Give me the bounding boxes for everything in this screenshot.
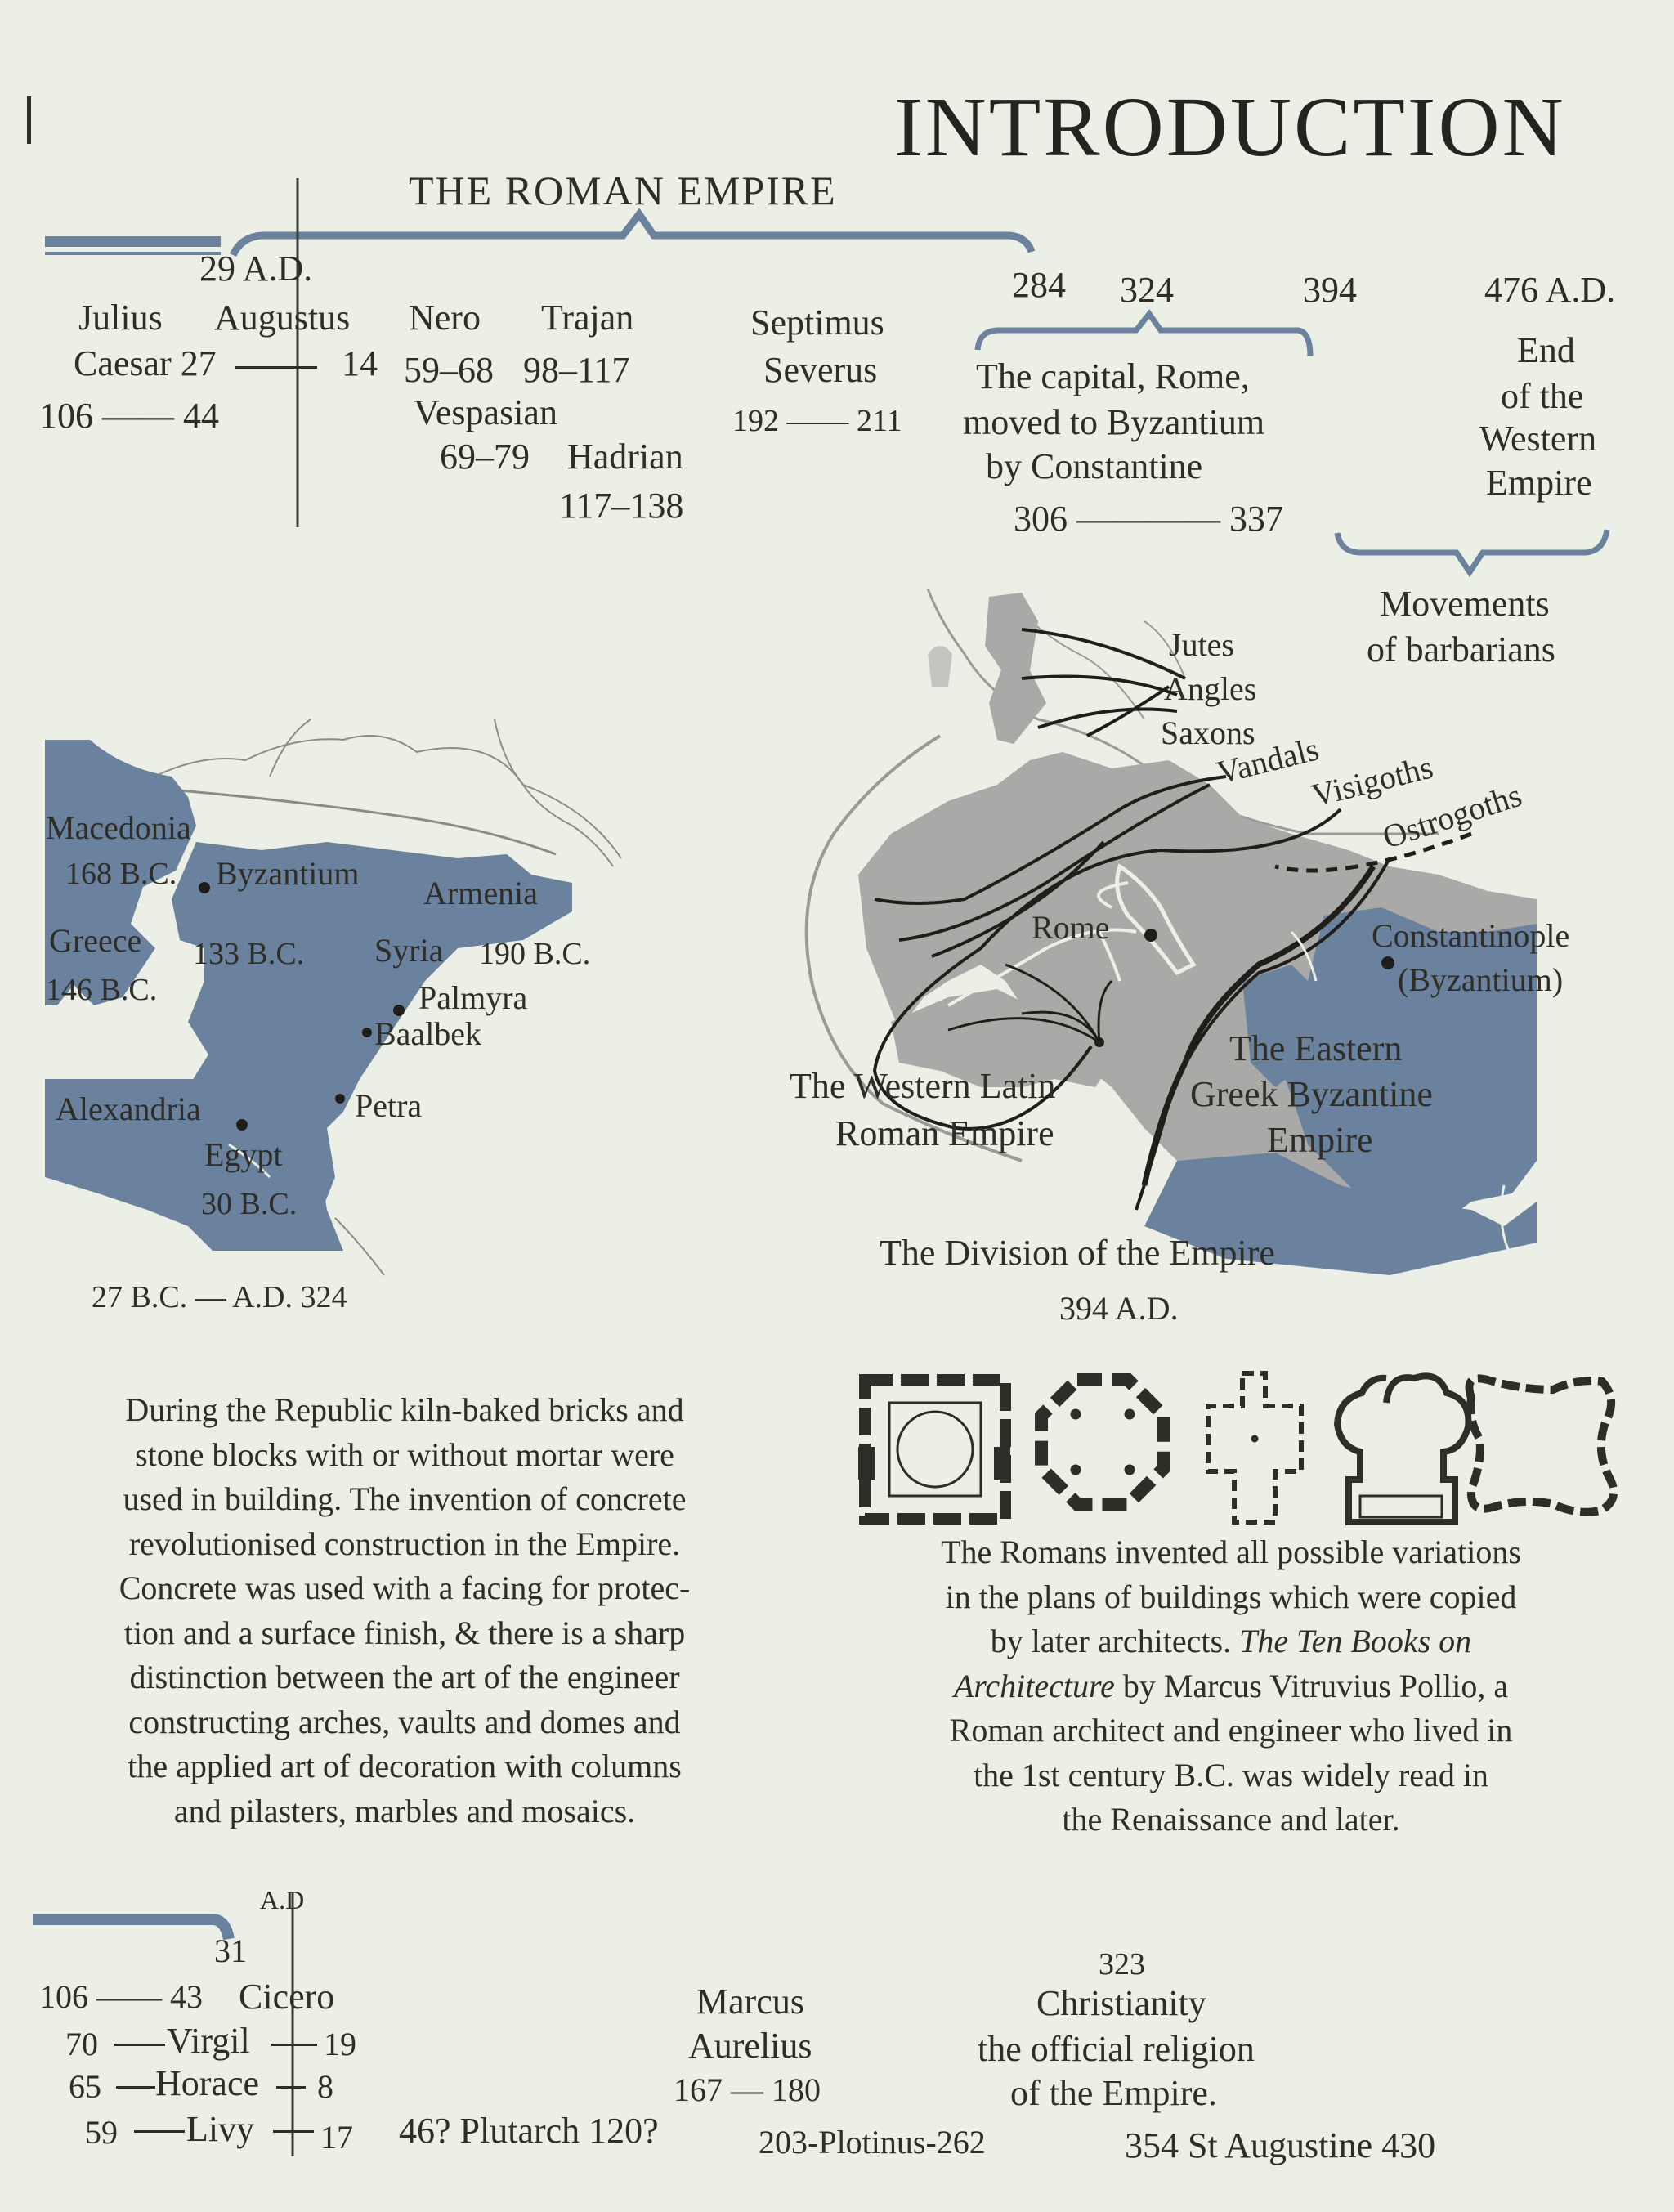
livy-end: 17 xyxy=(320,2119,353,2156)
ad-label-bottom: A.D xyxy=(260,1885,305,1914)
republic-bar xyxy=(45,236,221,247)
vespasian-label: Vespasian xyxy=(414,392,557,432)
para-right-text: by later architects. xyxy=(990,1623,1232,1659)
barbarian-bracket xyxy=(1337,530,1607,572)
horace-line-a xyxy=(116,2086,155,2089)
para-left-line: During the Republic kiln-baked bricks and xyxy=(125,1391,684,1428)
roman-empire-heading: THE ROMAN EMPIRE xyxy=(409,168,837,213)
east-empire-line-3: Empire xyxy=(1267,1120,1373,1160)
para-right-line: The Romans invented all possible variations xyxy=(941,1534,1521,1570)
end-line-2: of the xyxy=(1501,376,1584,416)
west-empire-line-2: Roman Empire xyxy=(835,1113,1054,1153)
caesar-label: Caesar 27 xyxy=(74,343,217,383)
capital-line-1: The capital, Rome, xyxy=(976,356,1250,396)
horace-end: 8 xyxy=(317,2068,333,2105)
severus-label: Severus xyxy=(763,350,878,390)
label-saxons: Saxons xyxy=(1161,714,1256,751)
para-left-line: tion and a surface finish, & there is a sharp xyxy=(123,1614,686,1651)
constantine-dates: 306 ———— 337 xyxy=(1014,499,1283,539)
virgil-start: 70 xyxy=(65,2026,98,2062)
label-asia-date: 133 B.C. xyxy=(193,937,305,971)
christianity-line-2: the official religion xyxy=(978,2029,1255,2069)
augustus-label: Augustus xyxy=(214,298,351,338)
plotinus-label: 203-Plotinus-262 xyxy=(759,2124,986,2161)
aurelius-label: Aurelius xyxy=(688,2026,812,2066)
construction-paragraph xyxy=(25,1388,785,1834)
label-baalbek: Baalbek xyxy=(374,1015,482,1052)
label-vandals: Vandals xyxy=(1213,730,1323,791)
para-right-line: the Renaissance and later. xyxy=(1062,1801,1400,1838)
para-left-line: constructing arches, vaults and domes and xyxy=(128,1703,681,1740)
label-syria-date: 190 B.C. xyxy=(479,937,591,971)
virgil-line-a xyxy=(114,2044,165,2046)
livy-start: 59 xyxy=(85,2114,118,2151)
capital-line-2: moved to Byzantium xyxy=(963,402,1265,442)
vespasian-dates: 69–79 xyxy=(440,437,530,477)
plan-cross xyxy=(1208,1373,1301,1522)
label-petra: Petra xyxy=(355,1087,423,1124)
christianity-line-3: of the Empire. xyxy=(1010,2073,1217,2113)
label-egypt-date: 30 B.C. xyxy=(201,1187,298,1221)
aurelius-dates: 167 — 180 xyxy=(674,2071,821,2108)
book-title: Architecture xyxy=(953,1667,1115,1704)
christianity-line-1: Christianity xyxy=(1036,1983,1206,2023)
nero-label: Nero xyxy=(409,298,481,338)
para-left-line: and pilasters, marbles and mosaics. xyxy=(173,1792,636,1829)
year-284: 284 xyxy=(1012,265,1066,305)
cicero-dates: 106 —— 43 xyxy=(39,1978,203,2015)
para-left-line: the applied art of decoration with columns xyxy=(128,1748,682,1784)
margin-mark xyxy=(27,96,31,144)
end-line-1: End xyxy=(1517,330,1575,370)
plan-octagon xyxy=(1041,1380,1164,1504)
para-right-line: Roman architect and engineer who lived in xyxy=(949,1712,1513,1749)
para-left-line: distinction between the art of the engineer xyxy=(129,1659,680,1695)
para-right-line xyxy=(847,1619,1615,1664)
para-right-line: in the plans of buildings which were copied xyxy=(945,1578,1517,1615)
plan-quatrefoil xyxy=(1470,1378,1614,1511)
trajan-dates: 98–117 xyxy=(523,350,630,390)
book-title: The Ten Books on xyxy=(1239,1623,1472,1659)
label-greece-date: 146 B.C. xyxy=(46,973,158,1007)
nero-dates: 59–68 xyxy=(404,350,494,390)
vitruvius-paragraph xyxy=(847,1530,1615,1843)
end-line-4: Empire xyxy=(1486,463,1592,503)
hadrian-label: Hadrian xyxy=(567,437,683,477)
virgil-end: 19 xyxy=(324,2026,356,2062)
livy-line-a xyxy=(134,2130,185,2133)
label-visigoths: Visigoths xyxy=(1308,748,1437,814)
movements-line-1: Movements xyxy=(1380,584,1550,624)
virgil-line-b xyxy=(271,2044,317,2046)
severus-dates: 192 —— 211 xyxy=(732,404,902,438)
augustus-span-line xyxy=(235,366,317,369)
para-right-line: the 1st century B.C. was widely read in xyxy=(974,1756,1488,1793)
para-left-line: stone blocks with or without mortar were xyxy=(135,1435,674,1473)
trajan-label: Trajan xyxy=(541,298,634,338)
label-egypt: Egypt xyxy=(204,1136,283,1173)
para-right-text: by Marcus Vitruvius Pollio, a xyxy=(1122,1667,1509,1704)
label-byzantium-paren: (Byzantium) xyxy=(1398,961,1564,998)
horace-line-b xyxy=(276,2086,306,2089)
empire-bracket xyxy=(233,214,1032,255)
division-map-date: 394 A.D. xyxy=(1059,1290,1179,1327)
label-constantinople: Constantinople xyxy=(1372,917,1570,954)
para-left-line: used in building. The invention of concrete xyxy=(123,1480,687,1517)
ad-29-label: 29 A.D. xyxy=(199,249,313,289)
para-left-line: Concrete was used with a facing for protec- xyxy=(119,1569,691,1606)
cicero-label: Cicero xyxy=(239,1977,335,2017)
year-323: 323 xyxy=(1099,1947,1145,1981)
label-byzantium: Byzantium xyxy=(216,855,360,892)
virgil-label: Virgil xyxy=(167,2021,250,2061)
year-394: 394 xyxy=(1303,270,1357,310)
para-right-line xyxy=(847,1664,1615,1709)
republic-bar-bottom xyxy=(33,1919,229,1939)
east-empire-line-1: The Eastern xyxy=(1229,1028,1403,1068)
septimus-label: Septimus xyxy=(750,302,884,343)
augustine-label: 354 St Augustine 430 xyxy=(1125,2125,1436,2165)
para-left-line: revolutionised construction in the Empire. xyxy=(128,1525,681,1562)
constantine-bracket xyxy=(978,314,1310,356)
movements-line-2: of barbarians xyxy=(1367,629,1555,669)
label-angles: Angles xyxy=(1164,670,1257,707)
label-ostrogoths: Ostrogoths xyxy=(1378,776,1526,856)
year-476: 476 A.D. xyxy=(1484,270,1616,310)
label-rome: Rome xyxy=(1032,909,1110,946)
label-macedonia: Macedonia xyxy=(46,809,191,846)
capital-line-3: by Constantine xyxy=(986,446,1203,486)
livy-line-b xyxy=(273,2130,314,2133)
augustus-end: 14 xyxy=(342,343,378,383)
horace-label: Horace xyxy=(155,2063,260,2103)
west-empire-line-1: The Western Latin xyxy=(790,1066,1056,1106)
label-armenia: Armenia xyxy=(423,875,538,911)
plan-square-rotunda xyxy=(858,1380,1010,1519)
label-palmyra: Palmyra xyxy=(418,979,528,1016)
page-title: INTRODUCTION xyxy=(894,80,1566,174)
year-324: 324 xyxy=(1120,270,1174,310)
horace-start: 65 xyxy=(69,2068,101,2105)
label-syria: Syria xyxy=(374,932,444,969)
end-line-3: Western xyxy=(1479,419,1597,459)
label-alexandria: Alexandria xyxy=(56,1090,201,1127)
livy-label: Livy xyxy=(186,2109,255,2149)
label-macedonia-date: 168 B.C. xyxy=(65,857,177,891)
marcus-label: Marcus xyxy=(696,1981,804,2022)
building-plans xyxy=(858,1373,1614,1522)
hadrian-dates: 117–138 xyxy=(559,486,684,526)
year-31: 31 xyxy=(214,1932,247,1969)
julius-label: Julius xyxy=(78,298,163,338)
plan-trefoil xyxy=(1337,1376,1468,1522)
east-empire-line-2: Greek Byzantine xyxy=(1190,1074,1433,1114)
label-jutes: Jutes xyxy=(1169,626,1234,663)
label-greece: Greece xyxy=(49,922,142,959)
caesar-dates: 106 —— 44 xyxy=(39,396,219,436)
division-map-caption: The Division of the Empire xyxy=(880,1233,1275,1273)
plutarch-label: 46? Plutarch 120? xyxy=(399,2111,659,2151)
eastern-map-caption: 27 B.C. — A.D. 324 xyxy=(92,1280,347,1314)
